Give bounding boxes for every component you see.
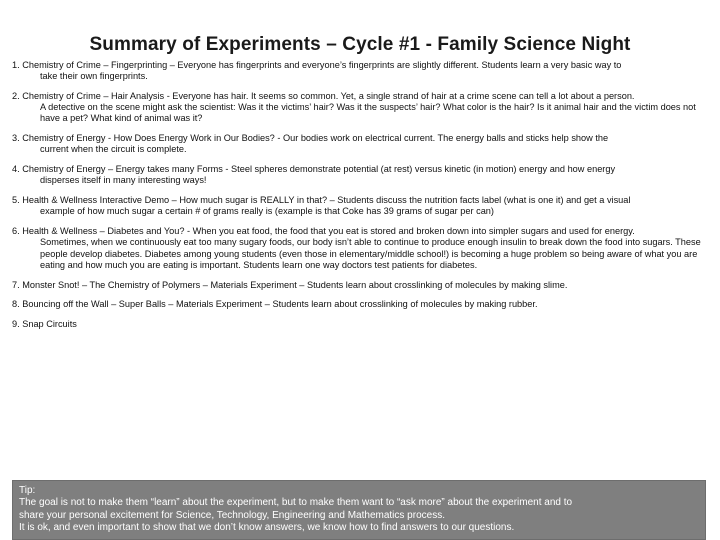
list-item <box>12 195 712 217</box>
experiment-list <box>12 60 712 339</box>
tip-line: The goal is not to make them “learn” about the experiment, but to make them want to “ask more” about the experiment and to <box>19 497 573 509</box>
list-item-continuation: Sometimes, when we continuously eat too many sugary foods, our body isn’t able to continue to produce enough insulin to break down the food into sugars. These people develop diabetes. Diabetes among young students (even those in elementary/middle school!) is becoming a huge problem so being aware of what you are eating and how much you are eating is important. Students learn one way doctors test patients for diabetes. <box>40 237 701 270</box>
list-item-text: 4. Chemistry of Energy – Energy takes many Forms - Steel spheres demonstrate potential (at rest) versus kinetic (in motion) energy and how energy <box>12 164 616 175</box>
list-item <box>12 319 712 330</box>
list-item <box>12 226 712 271</box>
tip-line: It is ok, and even important to show that we don’t know answers, we know how to find answers to our questions. <box>19 522 515 534</box>
list-item-text: 9. Snap Circuits <box>12 319 77 330</box>
tip-box <box>12 480 706 540</box>
list-item <box>12 280 712 291</box>
list-item <box>12 299 712 310</box>
list-item-continuation: disperses itself in many interesting ways! <box>40 175 207 186</box>
list-item-text: 2. Chemistry of Crime – Hair Analysis - Everyone has hair. It seems so common. Yet, a single strand of hair at a crime scene can tell a lot about a person. <box>12 91 635 101</box>
tip-line: share your personal excitement for Science, Technology, Engineering and Mathematics process. <box>19 509 445 521</box>
list-item-continuation: take their own fingerprints. <box>40 71 148 82</box>
list-item-text: 5. Health & Wellness Interactive Demo – How much sugar is REALLY in that? – Students discuss the nutrition facts label (what is one it) and get a visual <box>12 195 631 206</box>
page-title: Summary of Experiments – Cycle #1 - Family Science Night <box>89 34 631 55</box>
list-item <box>12 60 712 82</box>
list-item-text: 3. Chemistry of Energy - How Does Energy Work in Our Bodies? - Our bodies work on electrical current. The energy balls and sticks help show the <box>12 133 609 144</box>
list-item-continuation: current when the circuit is complete. <box>40 144 187 155</box>
list-item-text: 1. Chemistry of Crime – Fingerprinting – Everyone has fingerprints and everyone’s fingerprints are slightly different. Students learn a very basic way to <box>12 60 622 70</box>
list-item <box>12 91 712 125</box>
list-item <box>12 133 712 155</box>
tip-heading: Tip: <box>19 485 36 496</box>
list-item-continuation: A detective on the scene might ask the scientist: Was it the victims’ hair? Was it the suspects’ hair? What color is the hair? Is it animal hair and the victim does not have a pet? What kind of animal was it? <box>40 102 696 124</box>
list-item-text: 6. Health & Wellness – Diabetes and You? - When you eat food, the food that you eat is stored and broken down into simpler sugars and used for energy. <box>12 226 635 237</box>
list-item-text: 8. Bouncing off the Wall – Super Balls – Materials Experiment – Students learn about crosslinking of molecules by making rubber. <box>12 299 538 310</box>
list-item <box>12 164 712 186</box>
list-item-continuation: example of how much sugar a certain # of grams really is (example is that Coke has 39 grams of sugar per can) <box>40 206 494 217</box>
list-item-text: 7. Monster Snot! – The Chemistry of Polymers – Materials Experiment – Students learn about crosslinking of molecules by making slime. <box>12 279 568 290</box>
